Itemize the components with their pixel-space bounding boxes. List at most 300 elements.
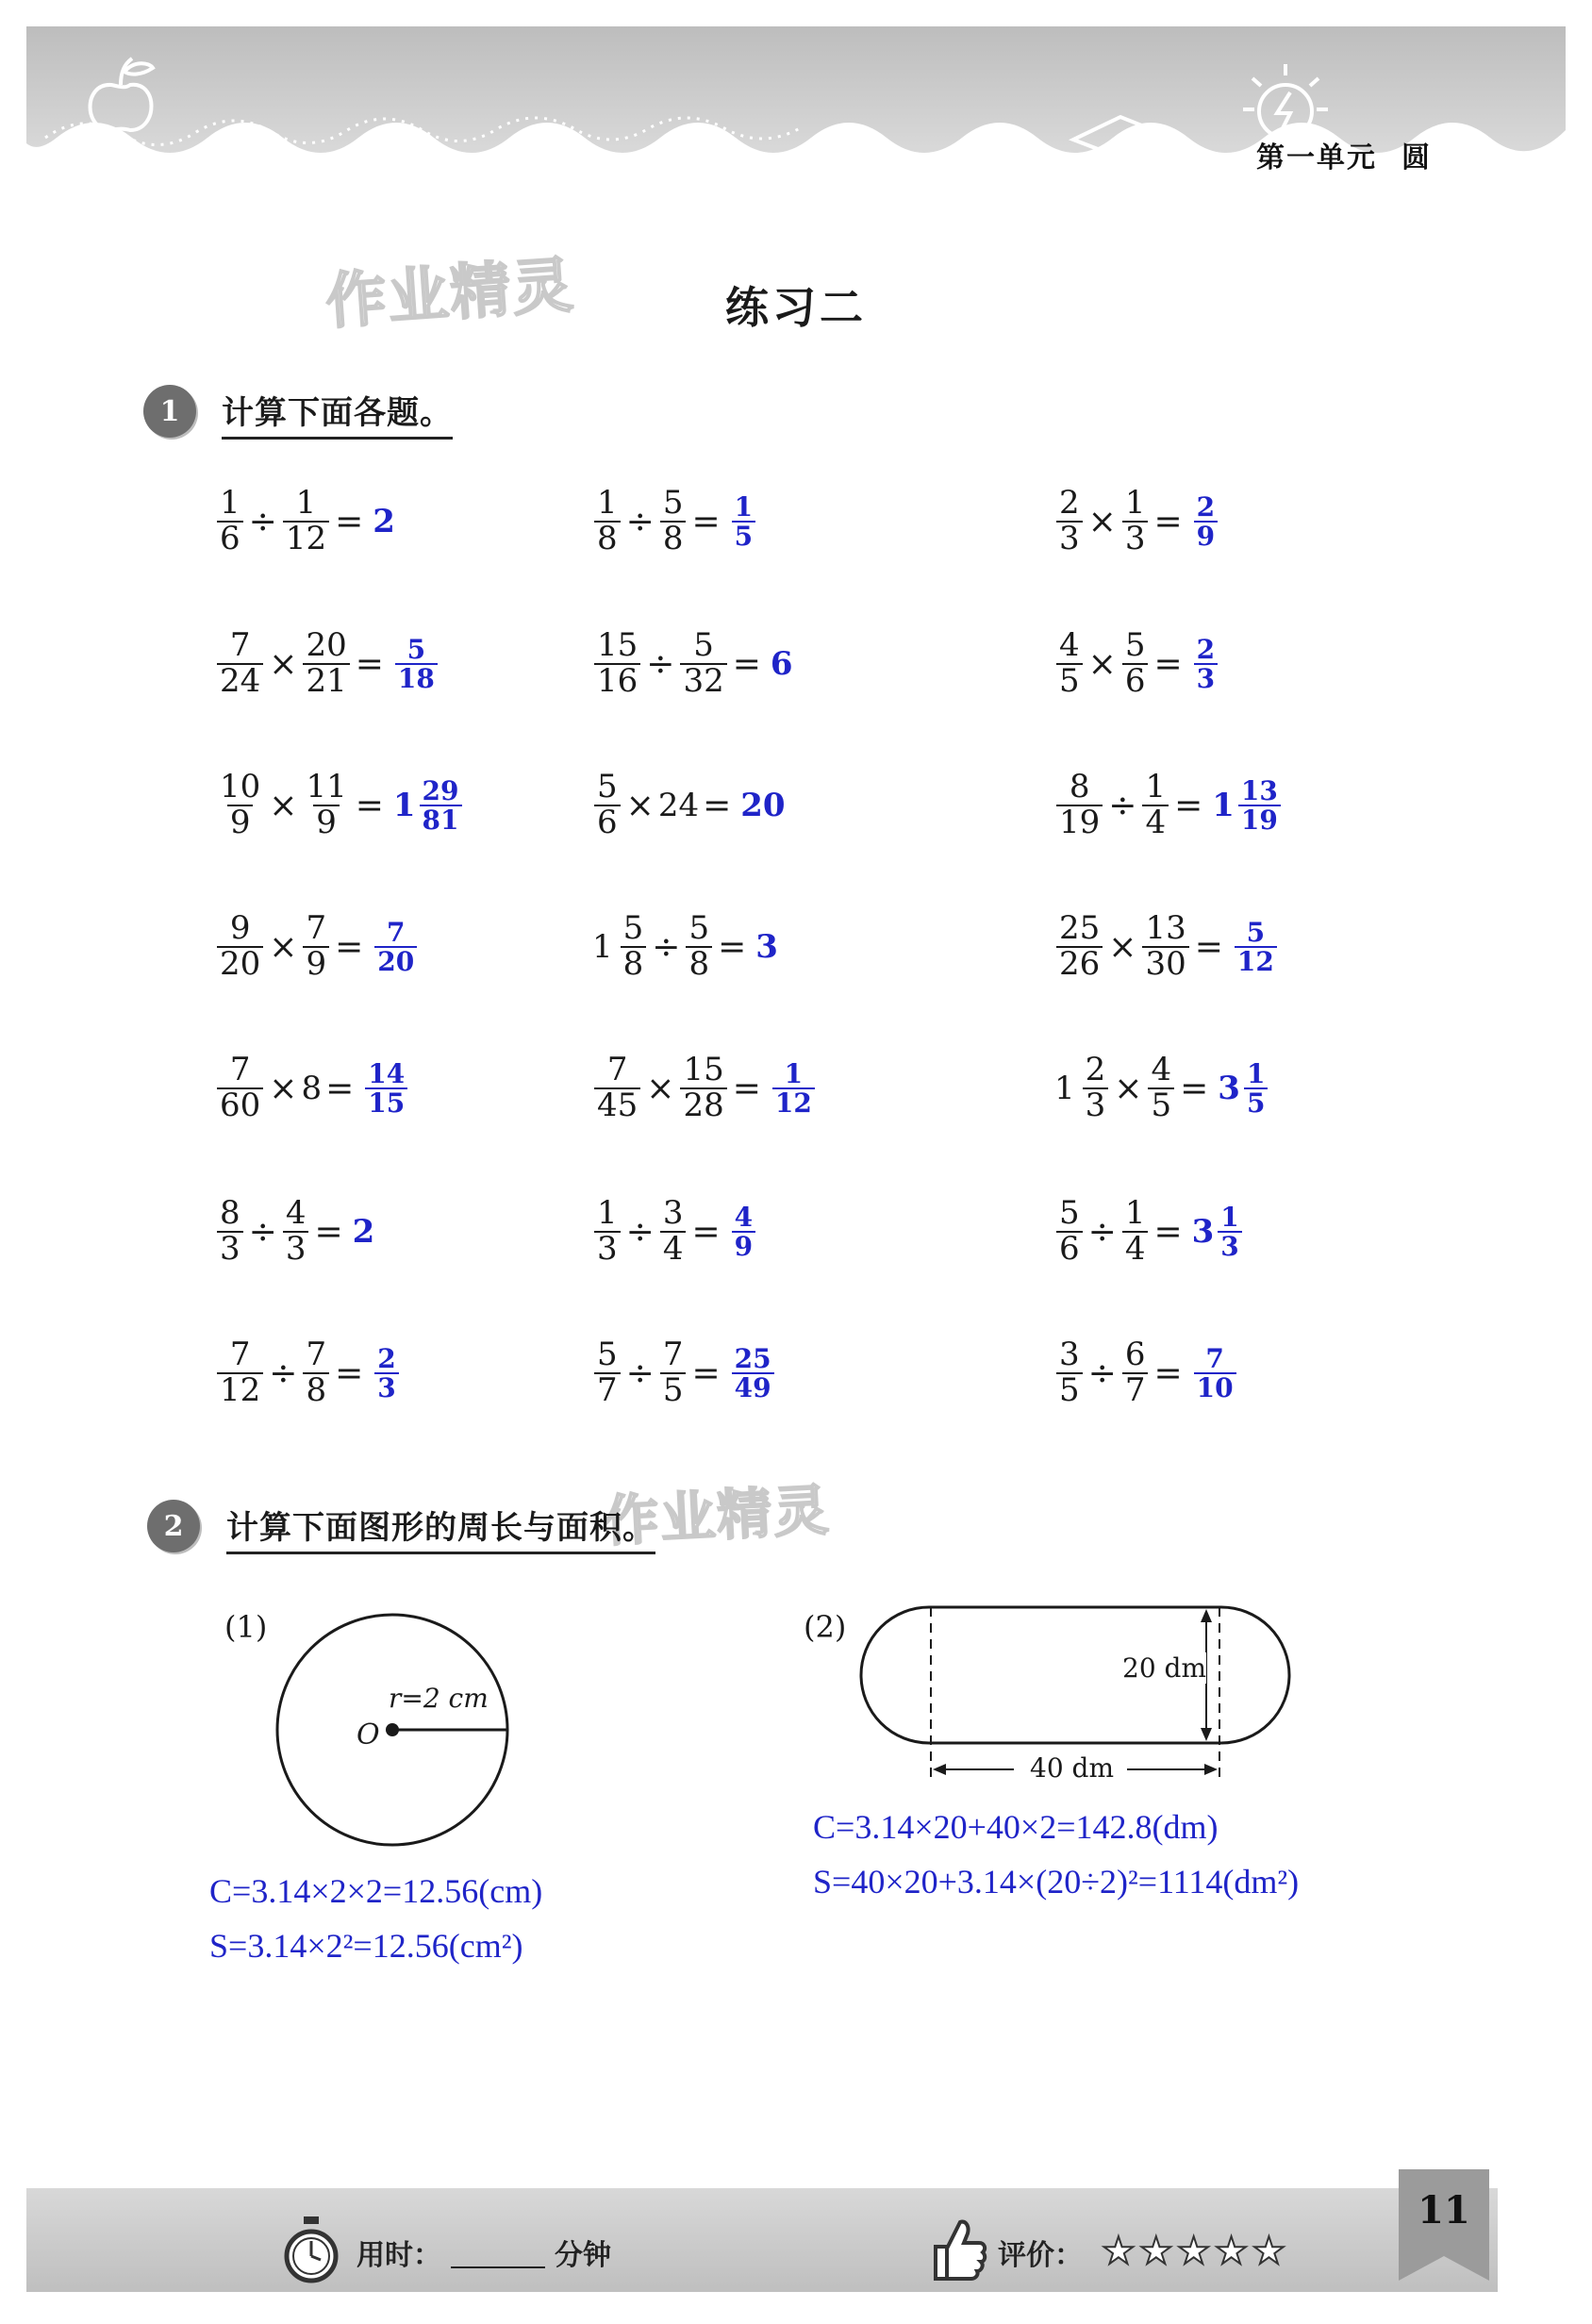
operator: ÷: [1087, 1353, 1117, 1393]
denominator: 8: [594, 521, 621, 556]
fraction: [365, 1057, 407, 1119]
numerator: 2: [1059, 484, 1080, 523]
denominator: 8: [686, 946, 712, 982]
denominator: 12: [772, 1087, 815, 1117]
operator: ×: [269, 1069, 298, 1108]
denominator: 5: [732, 521, 755, 550]
operand-b: [658, 1194, 688, 1268]
fraction: [594, 626, 640, 700]
numerator: 1: [734, 490, 754, 523]
numerator: 1: [597, 484, 618, 523]
denominator: 3: [1194, 663, 1218, 692]
operator: ÷: [248, 502, 277, 541]
calc-problem: [215, 1331, 401, 1416]
equals-sign: =: [718, 927, 747, 967]
watermark: 作业精灵: [602, 1477, 832, 1554]
equals-sign: =: [335, 927, 364, 967]
numerator: 1: [1145, 768, 1167, 806]
denominator: 5: [1244, 1087, 1268, 1117]
star-icon[interactable]: ★: [1252, 2230, 1286, 2273]
time-input-blank[interactable]: [451, 2266, 545, 2268]
equals-sign: =: [691, 1353, 721, 1393]
denominator: 60: [217, 1087, 263, 1123]
rating-stars: [1102, 2230, 1289, 2273]
center-label: O: [357, 1718, 380, 1751]
integer: 2: [373, 503, 395, 540]
answer: [730, 1201, 757, 1262]
denominator: 81: [420, 805, 462, 834]
fraction: [1238, 774, 1281, 836]
fraction: [1235, 916, 1277, 977]
numerator: 5: [406, 633, 426, 665]
equals-sign: =: [1153, 644, 1183, 684]
denominator: 16: [594, 663, 640, 699]
question-number-badge: 1: [143, 385, 196, 438]
fraction: [680, 626, 726, 700]
operand-a: [215, 1051, 265, 1124]
fraction: [594, 768, 621, 841]
integer: 6: [770, 645, 793, 683]
answer: [730, 1342, 776, 1403]
denominator: 4: [1122, 1231, 1149, 1267]
calc-problem: [1054, 763, 1283, 848]
thumbs-up-icon: [922, 2213, 988, 2284]
radius-label: r=2 cm: [389, 1683, 489, 1714]
question-title: 计算下面图形的周长与面积。: [226, 1502, 655, 1554]
calc-problem: [215, 1189, 374, 1274]
numerator: 4: [734, 1201, 754, 1233]
operand-a: [215, 909, 265, 983]
denominator: 3: [217, 1231, 243, 1267]
operator: ×: [1087, 502, 1117, 541]
denominator: 6: [594, 805, 621, 840]
integer: 20: [740, 787, 786, 824]
numerator: 3: [662, 1194, 684, 1233]
calc-problem: [1054, 905, 1279, 989]
operator: ÷: [269, 1353, 298, 1393]
star-icon[interactable]: ★: [1214, 2230, 1249, 2273]
fraction: [594, 1194, 621, 1268]
denominator: 5: [660, 1372, 687, 1408]
fraction: [217, 1194, 243, 1268]
operator: ÷: [646, 644, 675, 684]
calc-problem: [1054, 1331, 1238, 1416]
fraction: [283, 1194, 309, 1268]
answer: [730, 490, 757, 552]
equals-sign: =: [1194, 927, 1223, 967]
calc-problem: [1054, 622, 1219, 706]
numerator: 1: [1124, 1194, 1146, 1233]
numerator: 7: [386, 916, 406, 948]
fraction: [1056, 1338, 1083, 1407]
time-unit: 分钟: [555, 2239, 611, 2272]
answer: [755, 928, 778, 966]
operator: ×: [269, 644, 298, 684]
whole-number: 3: [1218, 1070, 1240, 1107]
numerator: 1: [597, 1194, 618, 1233]
fraction: [1194, 633, 1218, 694]
answer: [771, 645, 793, 683]
fraction: [1056, 626, 1083, 700]
operand-b: [684, 909, 714, 983]
operand-b: [281, 484, 331, 557]
denominator: 12: [283, 521, 329, 556]
figure-label: (1): [224, 1609, 268, 1645]
denominator: 9: [313, 805, 340, 840]
equals-sign: =: [335, 502, 364, 541]
time-label: 用时：: [357, 2239, 441, 2272]
fraction: [1194, 1342, 1236, 1403]
numerator: 5: [597, 1336, 618, 1374]
numerator: 13: [1240, 774, 1278, 806]
fraction: [1083, 1051, 1109, 1124]
numerator: 4: [1059, 626, 1080, 665]
numerator: 13: [1145, 909, 1186, 948]
figure-label: (2): [804, 1609, 847, 1645]
equals-sign: =: [1153, 1212, 1183, 1252]
answer: [1192, 490, 1219, 552]
operand-a: [215, 626, 265, 700]
operand-a: [592, 768, 622, 841]
integer: 2: [352, 1213, 375, 1251]
fraction: [1148, 1051, 1174, 1124]
denominator: 6: [217, 521, 243, 556]
circle-figure: [274, 1611, 519, 1856]
numerator: 11: [306, 768, 347, 806]
calc-problem: [592, 622, 793, 706]
denominator: 3: [1122, 521, 1149, 556]
denominator: 49: [732, 1372, 774, 1402]
fraction: [217, 626, 263, 700]
numerator: 1: [1246, 1057, 1266, 1089]
operand-a: [215, 1194, 245, 1268]
denominator: 9: [732, 1231, 755, 1260]
numerator: 5: [622, 909, 644, 948]
numerator: 2: [1085, 1051, 1106, 1089]
stadium-outline: [861, 1607, 1289, 1743]
numerator: 15: [597, 626, 638, 665]
fraction: [1194, 490, 1218, 552]
fraction: [1056, 768, 1103, 841]
calc-problem: [592, 1331, 776, 1416]
answer: [373, 1342, 400, 1403]
operator: ×: [625, 786, 655, 825]
operand-a: [1054, 1051, 1110, 1124]
denominator: 6: [1056, 1231, 1083, 1267]
denominator: 18: [395, 663, 438, 692]
rating-label: 评价：: [998, 2239, 1083, 2272]
perimeter-answer: C=3.14×20+40×2=142.8(dm): [813, 1808, 1219, 1846]
star-icon[interactable]: ★: [1138, 2230, 1173, 2273]
denominator: 12: [1235, 946, 1277, 975]
operand-b: [301, 626, 351, 700]
denominator: 20: [217, 946, 263, 982]
fraction: [621, 909, 647, 983]
operator: ÷: [625, 1212, 655, 1252]
denominator: 4: [660, 1231, 687, 1267]
numerator: 15: [683, 1051, 724, 1089]
equals-sign: =: [355, 644, 384, 684]
numerator: 7: [662, 1336, 684, 1374]
watermark: 作业精灵: [323, 250, 577, 339]
page-footer: [26, 2169, 1566, 2301]
operand-b: [658, 787, 699, 824]
fraction: [303, 1338, 329, 1407]
fraction: [1122, 484, 1149, 557]
operand-b: [301, 1338, 331, 1407]
operand-b: [658, 1338, 688, 1407]
operator: ÷: [625, 1353, 655, 1393]
numerator: 25: [734, 1342, 771, 1374]
numerator: 5: [1059, 1194, 1080, 1233]
equals-sign: =: [355, 786, 384, 825]
answer: [1212, 774, 1283, 836]
denominator: 19: [1056, 805, 1103, 840]
answer: [1191, 1201, 1244, 1262]
denominator: 32: [680, 663, 726, 699]
numerator: 3: [1059, 1336, 1080, 1374]
fraction: [772, 1057, 815, 1119]
equals-sign: =: [314, 1212, 343, 1252]
equals-sign: =: [1153, 1353, 1183, 1393]
operand-b: [301, 909, 331, 983]
fraction: [303, 626, 349, 700]
numerator: 1: [220, 484, 240, 523]
star-icon[interactable]: ★: [1176, 2230, 1211, 2273]
operand-b: [1120, 1194, 1151, 1268]
area-answer: S=3.14×2²=12.56(cm²): [209, 1927, 523, 1965]
operator: ÷: [1087, 1212, 1117, 1252]
numerator: 4: [285, 1194, 307, 1233]
fraction: [420, 774, 462, 836]
operand-a: [592, 484, 622, 557]
equals-sign: =: [691, 1212, 721, 1252]
whole-number: 1: [592, 928, 613, 966]
fraction: [374, 916, 417, 977]
figure1-answers: [209, 1864, 542, 1973]
fraction: [303, 768, 349, 841]
operand-a: [1054, 768, 1104, 841]
calc-problem: [592, 1046, 817, 1131]
operand-b: [301, 768, 351, 841]
numerator: 1: [784, 1057, 804, 1089]
operator: ×: [646, 1069, 675, 1108]
fraction: [732, 1201, 755, 1262]
fraction: [283, 484, 329, 557]
operand-b: [678, 626, 728, 700]
operand-b: [1120, 626, 1151, 700]
fraction: [660, 1338, 687, 1407]
denominator: 8: [303, 1372, 329, 1408]
operand-a: [592, 1051, 642, 1124]
operand-b: [281, 1194, 311, 1268]
calc-problem: [1054, 1189, 1244, 1274]
numerator: 7: [306, 1336, 327, 1374]
fraction: [594, 484, 621, 557]
denominator: 20: [374, 946, 417, 975]
denominator: 3: [374, 1372, 398, 1402]
operand-a: [215, 768, 265, 841]
numerator: 20: [306, 626, 347, 665]
fraction: [1142, 909, 1188, 983]
operand-a: [592, 626, 642, 700]
denominator: 28: [680, 1087, 726, 1123]
equals-sign: =: [1174, 786, 1203, 825]
denominator: 10: [1194, 1372, 1236, 1402]
operand-b: [1140, 909, 1190, 983]
denominator: 15: [365, 1087, 407, 1117]
numerator: 6: [1124, 1336, 1146, 1374]
numerator: 5: [597, 768, 618, 806]
figure2-answers: [813, 1800, 1299, 1909]
fraction: [594, 1338, 621, 1407]
fraction: [680, 1051, 726, 1124]
operand-a: [1054, 1194, 1085, 1268]
fraction: [660, 1194, 687, 1268]
fraction: [217, 484, 243, 557]
fraction: [303, 909, 329, 983]
numerator: 7: [1205, 1342, 1224, 1374]
denominator: 21: [303, 663, 349, 699]
unit-name: 第一单元: [1256, 141, 1377, 174]
fraction: [1142, 768, 1169, 841]
numerator: 2: [377, 1342, 396, 1374]
integer: 8: [301, 1070, 323, 1107]
page-title: 练习二: [725, 282, 867, 333]
denominator: 26: [1056, 946, 1103, 982]
operator: ÷: [652, 927, 681, 967]
operator: ×: [269, 786, 298, 825]
denominator: 9: [303, 946, 329, 982]
denominator: 5: [1056, 1372, 1083, 1408]
operator: ÷: [1108, 786, 1137, 825]
question-number-badge: 2: [147, 1500, 200, 1552]
denominator: 12: [217, 1372, 263, 1408]
calc-problem: [1054, 479, 1219, 564]
answer: [373, 916, 419, 977]
fraction: [1244, 1057, 1268, 1119]
operand-b: [1120, 484, 1151, 557]
whole-number: 1: [392, 787, 416, 824]
calc-problem: [215, 622, 439, 706]
numerator: 7: [306, 909, 327, 948]
denominator: 3: [283, 1231, 309, 1267]
equals-sign: =: [325, 1069, 355, 1108]
numerator: 5: [693, 626, 714, 665]
numerator: 29: [422, 774, 459, 806]
denominator: 24: [217, 663, 263, 699]
operand-b: [1146, 1051, 1176, 1124]
operand-b: [658, 484, 688, 557]
numerator: 2: [1196, 633, 1216, 665]
fraction: [1218, 1201, 1241, 1262]
numerator: 8: [220, 1194, 240, 1233]
operand-a: [1054, 1338, 1085, 1407]
calc-problem: [592, 479, 757, 564]
denominator: 4: [1142, 805, 1169, 840]
answer: [363, 1057, 409, 1119]
numerator: 1: [1220, 1201, 1239, 1233]
numerator: 7: [606, 1051, 628, 1089]
equals-sign: =: [703, 786, 732, 825]
operator: ÷: [625, 502, 655, 541]
operand-a: [1054, 909, 1104, 983]
calc-problem: [215, 479, 395, 564]
answer: [1233, 916, 1279, 977]
equals-sign: =: [732, 1069, 761, 1108]
equals-sign: =: [335, 1353, 364, 1393]
denominator: 8: [660, 521, 687, 556]
denominator: 3: [1218, 1231, 1241, 1260]
answer: [373, 503, 395, 540]
answer: [740, 787, 785, 824]
numerator: 7: [229, 1051, 251, 1089]
denominator: 19: [1238, 805, 1281, 834]
numerator: 9: [229, 909, 251, 948]
whole-number: 1: [1054, 1070, 1075, 1107]
fraction: [1056, 484, 1083, 557]
question-title: 计算下面各题。: [222, 387, 453, 440]
denominator: 7: [1122, 1372, 1149, 1408]
calc-problem: [215, 905, 419, 989]
fraction: [217, 909, 263, 983]
fraction: [395, 633, 438, 694]
height-label: 20 dm: [1122, 1652, 1207, 1684]
fraction: [1056, 1194, 1083, 1268]
numerator: 4: [1151, 1051, 1172, 1089]
center-dot: [386, 1723, 399, 1736]
numerator: 10: [220, 768, 261, 806]
denominator: 45: [594, 1087, 640, 1123]
denominator: 3: [1056, 521, 1083, 556]
star-icon[interactable]: ★: [1102, 2230, 1136, 2273]
integer: 24: [657, 787, 700, 824]
operand-a: [215, 484, 245, 557]
operand-a: [215, 1338, 265, 1407]
width-label: 40 dm: [1030, 1752, 1115, 1784]
denominator: 5: [1056, 663, 1083, 699]
operand-b: [678, 1051, 728, 1124]
numerator: 5: [662, 484, 684, 523]
answer: [353, 1213, 375, 1251]
answer: [1218, 1057, 1269, 1119]
answer: [393, 633, 439, 694]
denominator: 9: [227, 805, 254, 840]
numerator: 2: [1196, 490, 1216, 523]
whole-number: 3: [1191, 1213, 1215, 1251]
operator: ×: [1114, 1069, 1143, 1108]
circumference-answer: C=3.14×2×2=12.56(cm): [209, 1872, 543, 1910]
fraction: [732, 1342, 774, 1403]
denominator: 5: [1148, 1087, 1174, 1123]
calc-problem: [592, 905, 778, 989]
equals-sign: =: [1180, 1069, 1209, 1108]
numerator: 25: [1059, 909, 1101, 948]
numerator: 14: [368, 1057, 406, 1089]
denominator: 8: [621, 946, 647, 982]
fraction: [660, 484, 687, 557]
page-number: 11: [1418, 2188, 1470, 2233]
unit-topic: 圆: [1401, 141, 1432, 174]
calc-problem: [215, 1046, 409, 1131]
calc-problem: [592, 1189, 757, 1274]
fraction: [732, 490, 755, 552]
numerator: 8: [1069, 768, 1090, 806]
fraction: [686, 909, 712, 983]
fraction: [594, 1051, 640, 1124]
fraction: [217, 1338, 263, 1407]
calc-problem: [1054, 1046, 1269, 1131]
